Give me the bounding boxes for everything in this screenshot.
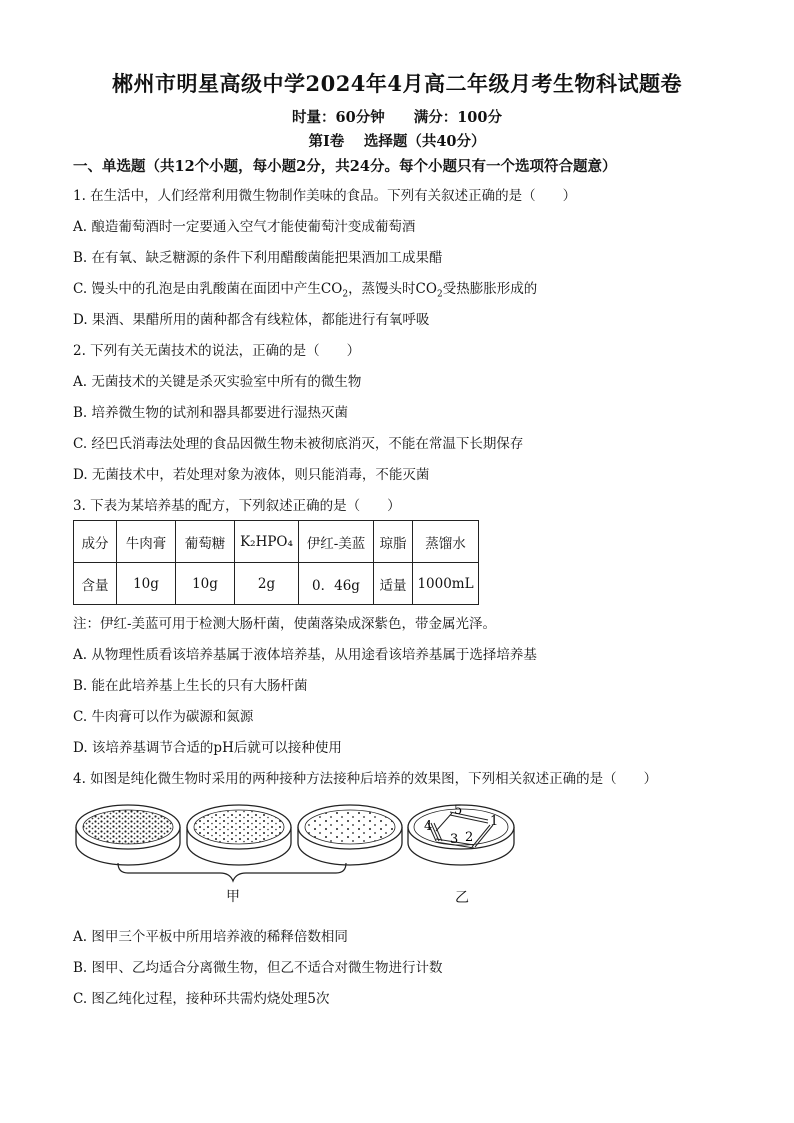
question-2-stem: 2. 下列有关无菌技术的说法，正确的是（ ） <box>73 343 361 359</box>
question-3-stem: 3. 下表为某培养基的配方，下列叙述正确的是（ ） <box>73 498 401 514</box>
table-cell: 牛肉膏 <box>117 521 176 563</box>
table-cell: 含量 <box>74 563 117 605</box>
zone-1-label: 1 <box>490 814 499 829</box>
zone-3-label: 3 <box>450 832 459 847</box>
question-3-option-a: A. 从物理性质看该培养基属于液体培养基，从用途看该培养基属于选择培养基 <box>73 647 537 663</box>
table-cell: 0．46g <box>299 563 374 605</box>
plate-1 <box>76 805 180 865</box>
option-c-text-3: 受热膨胀形成的 <box>442 281 538 297</box>
plate-3 <box>298 805 402 865</box>
table-cell: 葡萄糖 <box>176 521 235 563</box>
subscript: 2 <box>436 289 443 300</box>
table-row <box>74 563 479 605</box>
figure-label-jia: 甲 <box>226 889 240 905</box>
question-2-option-d: D. 无菌技术中，若处理对象为液体，则只能消毒，不能灭菌 <box>73 467 430 483</box>
table-cell: 琼脂 <box>374 521 413 563</box>
question-2-option-a: A. 无菌技术的关键是杀灭实验室中所有的微生物 <box>73 374 362 390</box>
question-4-option-a: A. 图甲三个平板中所用培养液的稀释倍数相同 <box>73 929 348 945</box>
brace <box>118 863 346 881</box>
question-1-option-d: D. 果酒、果醋所用的菌种都含有线粒体，都能进行有氧呼吸 <box>73 312 430 328</box>
zone-4-label: 4 <box>424 819 433 834</box>
question-1-option-a: A. 酿造葡萄酒时一定要通入空气才能使葡萄汁变成葡萄酒 <box>73 219 416 235</box>
question-1-option-b: B. 在有氧、缺乏糖源的条件下利用醋酸菌能把果酒加工成果醋 <box>73 250 443 266</box>
table-cell: 成分 <box>74 521 117 563</box>
table-cell: 伊红-美蓝 <box>299 521 374 563</box>
zone-2-label: 2 <box>465 830 474 845</box>
table-cell: 蒸馏水 <box>413 521 479 563</box>
figure-label-yi: 乙 <box>455 890 469 906</box>
exam-title: 郴州市明星高级中学2024年4月高二年级月考生物科试题卷 <box>111 71 683 96</box>
table-cell: 10g <box>176 563 235 605</box>
part-title: 第Ⅰ卷 选择题（共40分） <box>308 133 486 150</box>
plate-2 <box>187 805 291 865</box>
question-1-stem: 1. 在生活中，人们经常利用微生物制作美味的食品。下列有关叙述正确的是（ ） <box>73 188 577 204</box>
option-c-text-2: ，蒸馒头时CO <box>348 281 437 297</box>
medium-recipe-table <box>73 520 479 605</box>
option-c-text-1: C. 馒头中的孔泡是由乳酸菌在面团中产生CO <box>73 281 343 297</box>
question-3-option-c: C. 牛肉膏可以作为碳源和氮源 <box>73 709 254 725</box>
table-cell: 2g <box>235 563 299 605</box>
table-row <box>74 521 479 563</box>
question-4-stem: 4. 如图是纯化微生物时采用的两种接种方法接种后培养的效果图，下列相关叙述正确的是（ ） <box>73 771 658 787</box>
question-3-option-b: B. 能在此培养基上生长的只有大肠杆菌 <box>73 678 308 694</box>
subscript: 2 <box>342 289 349 300</box>
section-heading: 一、单选题（共12个小题，每小题2分，共24分。每个小题只有一个选项符合题意） <box>73 158 617 175</box>
question-2-option-b: B. 培养微生物的试剂和器具都要进行湿热灭菌 <box>73 405 349 421</box>
table-cell: 1000mL <box>413 563 479 605</box>
table-cell: 适量 <box>374 563 413 605</box>
question-4-option-b: B. 图甲、乙均适合分离微生物，但乙不适合对微生物进行计数 <box>73 960 443 976</box>
question-3-option-d: D. 该培养基调节合适的pH后就可以接种使用 <box>73 740 342 756</box>
table-cell: K₂HPO₄ <box>235 521 299 563</box>
question-3-note: 注：伊红-美蓝可用于检测大肠杆菌，使菌落染成深紫色，带金属光泽。 <box>73 616 497 632</box>
table-cell: 10g <box>117 563 176 605</box>
zone-5-label: 5 <box>454 803 463 818</box>
time-info: 时量：60分钟 满分：100分 <box>292 109 502 126</box>
question-2-option-c: C. 经巴氏消毒法处理的食品因微生物未被彻底消灭，不能在常温下长期保存 <box>73 436 524 452</box>
question-4-option-c: C. 图乙纯化过程，接种环共需灼烧处理5次 <box>73 991 330 1007</box>
question-1-option-c <box>73 277 537 300</box>
